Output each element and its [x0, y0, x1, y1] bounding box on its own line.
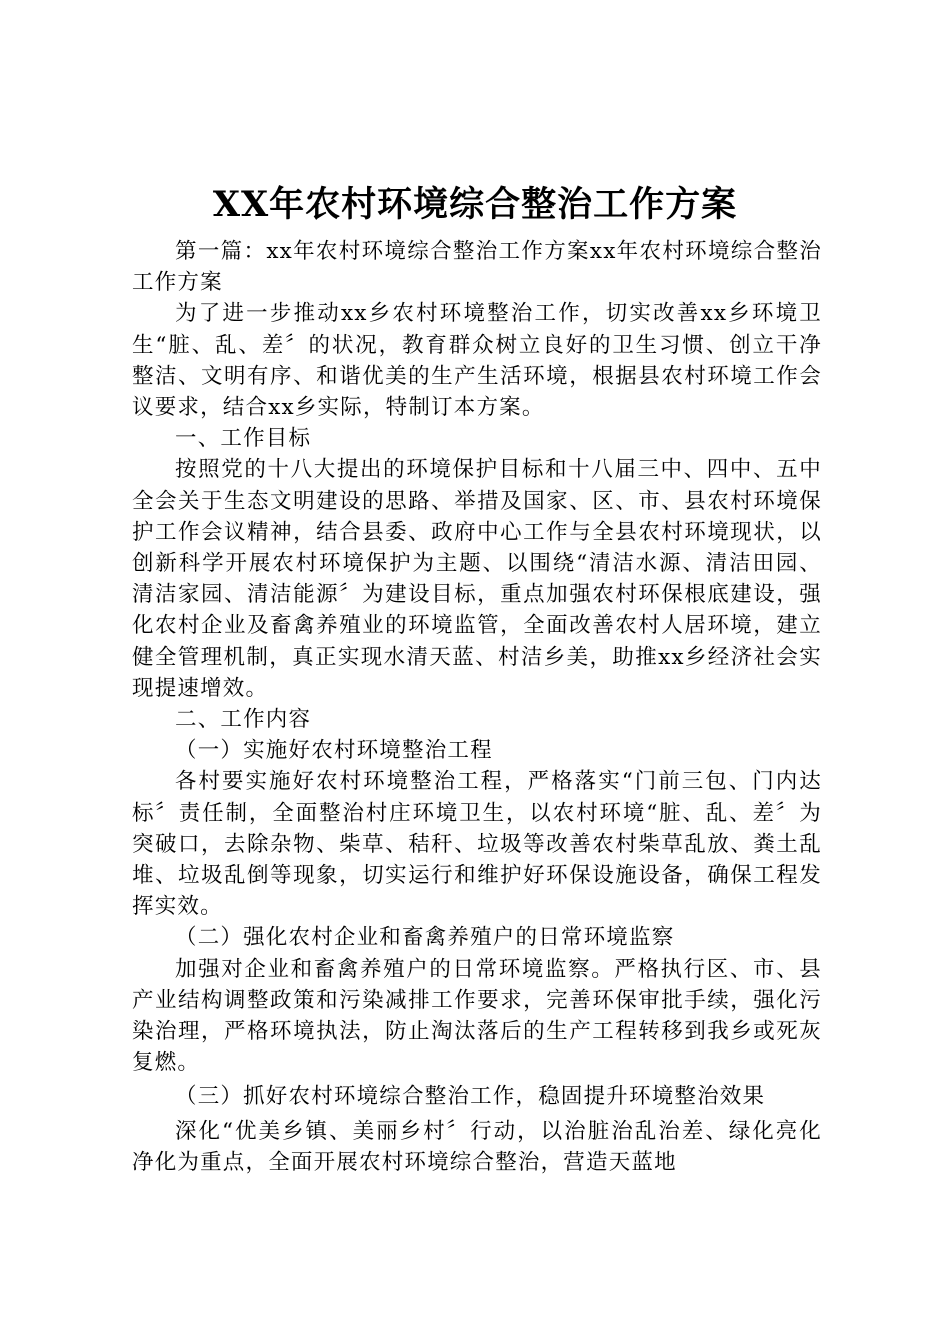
paragraph-subsection-1: 各村要实施好农村环境整治工程，严格落实“门前三包、门内达标〞责任制，全面整治村庄环境卫生，以农村环境“脏、乱、差〞为突破口，去除杂物、柴草、秸秆、垃圾等改善农村柴草乱放、粪土乱堆、垃圾乱倒等现象，切实运行和维护好环保设施设备，确保工程发挥实效。 [132, 769, 822, 920]
subsection-heading-2: （二）强化农村企业和畜禽养殖户的日常环境监察 [175, 925, 675, 951]
subsection-heading-3: （三）抓好农村环境综合整治工作，稳固提升环境整治效果 [175, 1084, 766, 1110]
paragraph-subsection-2: 加强对企业和畜禽养殖户的日常环境监察。严格执行区、市、县产业结构调整政策和污染减排工作要求，完善环保审批手续，强化污染治理，严格环境执法，防止淘汰落后的生产工程转移到我乡或死灰复燃。 [132, 956, 822, 1076]
subsection-heading-1: （一）实施好农村环境整治工程 [175, 738, 493, 764]
paragraph-subsection-3: 深化“优美乡镇、美丽乡村〞行动，以治脏治乱治差、绿化亮化净化为重点，全面开展农村环境综合整治，营造天蓝地 [132, 1118, 822, 1175]
paragraph-first-article-heading: 第一篇：xx年农村环境综合整治工作方案xx年农村环境综合整治工作方案 [132, 239, 822, 296]
document-title: XX年农村环境综合整治工作方案 [212, 184, 738, 225]
document-body [132, 236, 822, 1178]
section-heading-work-content: 二、工作内容 [175, 707, 312, 733]
paragraph-intro: 为了进一步推动xx乡农村环境整治工作，切实改善xx乡环境卫生“脏、乱、差〞的状况，教育群众树立良好的卫生习惯、创立干净整洁、文明有序、和谐优美的生产生活环境，根据县农村环境工作会议要求，结合xx乡实际，特制订本方案。 [132, 301, 822, 421]
section-heading-work-goals: 一、工作目标 [175, 426, 312, 452]
paragraph-work-goals: 按照党的十八大提出的环境保护目标和十八届三中、四中、五中全会关于生态文明建设的思路、举措及国家、区、市、县农村环境保护工作会议精神，结合县委、政府中心工作与全县农村环境现状，以创新科学开展农村环境保护为主题、以围绕“清洁水源、清洁田园、清洁家园、清洁能源〞为建设目标，重点加强农村环保根底建设，强化农村企业及畜禽养殖业的环境监管，全面改善农村人居环境，建立健全管理机制，真正实现水清天蓝、村洁乡美，助推xx乡经济社会实现提速增效。 [132, 457, 822, 701]
